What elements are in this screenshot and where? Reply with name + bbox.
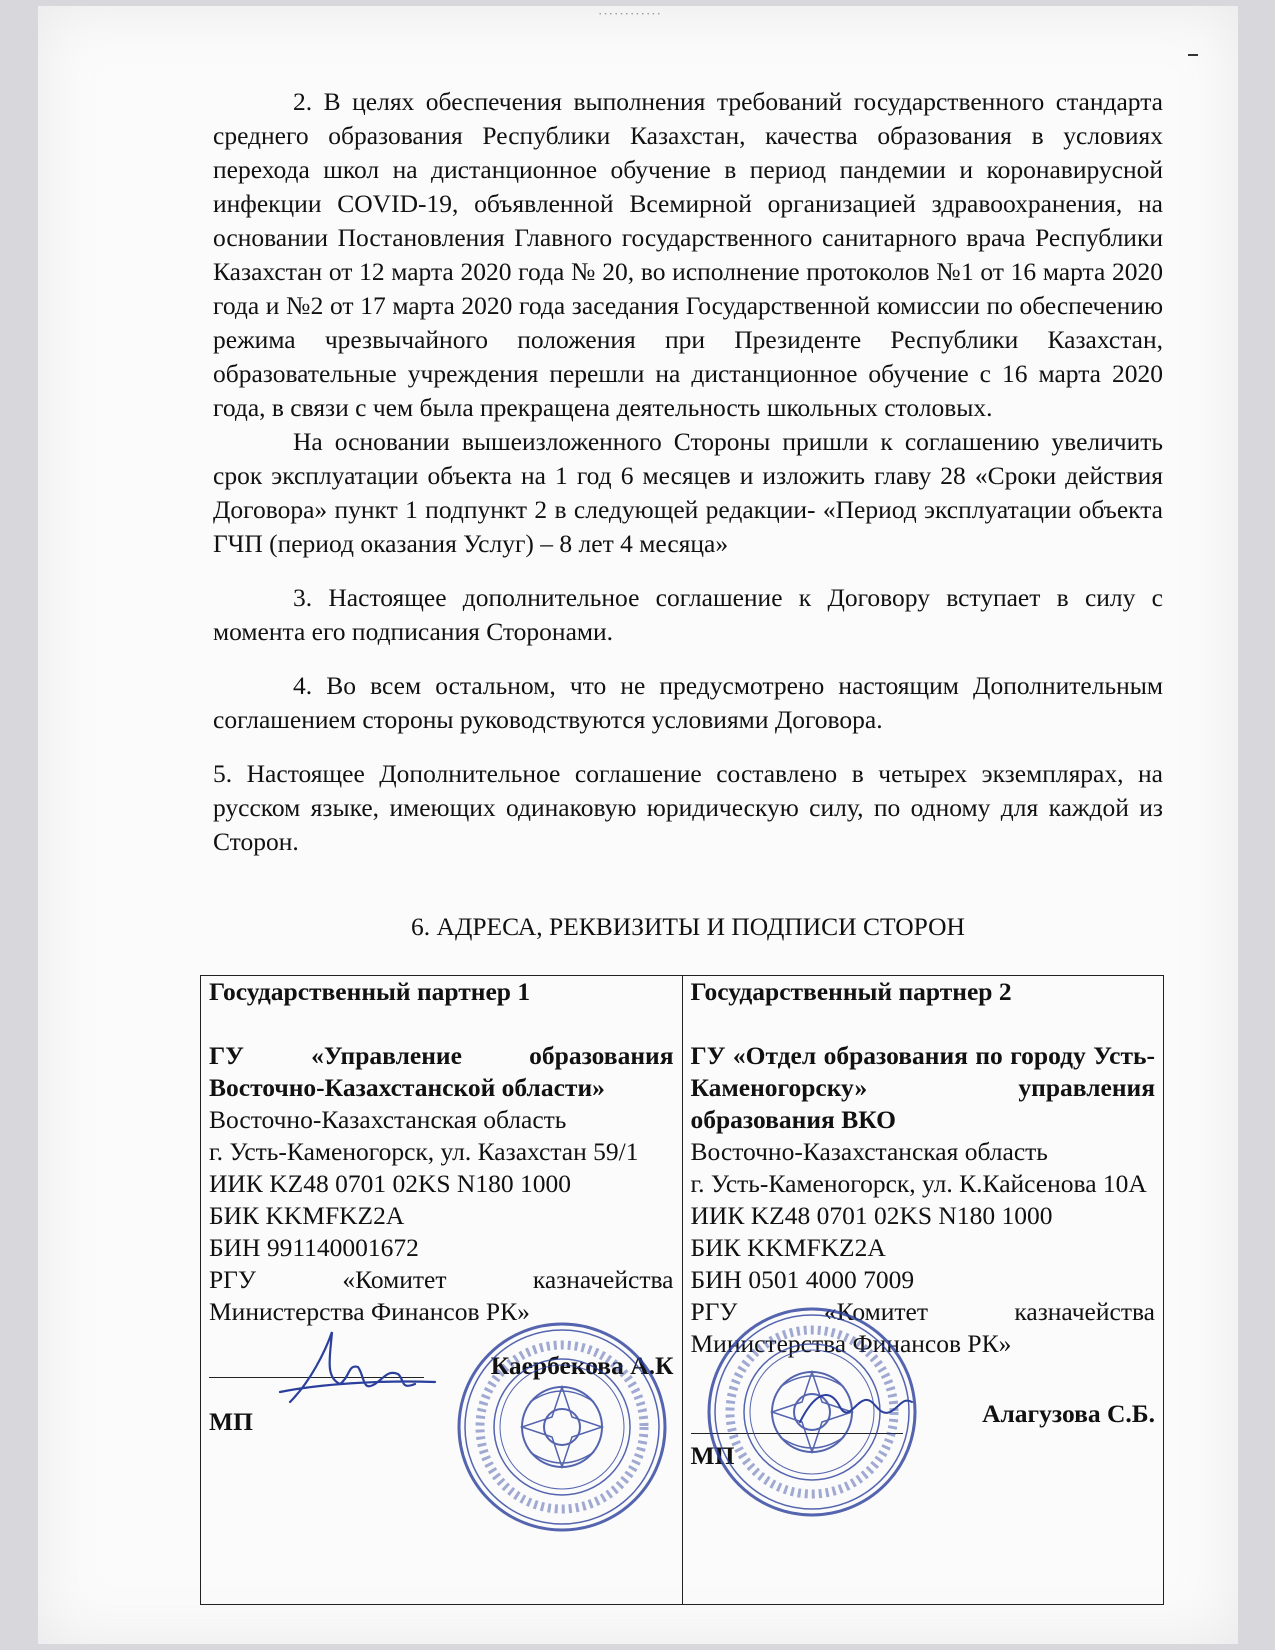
partner-2-bik: БИК KKMFKZ2A (690, 1233, 886, 1262)
signatures-table (200, 975, 1164, 1605)
partner-2-signature-line (691, 1360, 1156, 1440)
partner-1-bik: БИК KKMFKZ2A (209, 1201, 405, 1230)
partner-2-stamp-place: МП (690, 1441, 735, 1470)
partner-1-address: г. Усть-Каменогорск, ул. Казахстан 59/1 (209, 1137, 639, 1166)
partner-2-iik: ИИК KZ48 0701 02KS N180 1000 (690, 1201, 1053, 1230)
partner-2-rgu: РГУ «Комитет казначейства Министерства Финансов РК» (690, 1297, 1155, 1358)
paragraph-2: 2. В целях обеспечения выполнения требований государственного стандарта среднего образования Республики Казахстан, качества образования в условиях перехода школ на дистанционное обучение в период пандемии и коронавирусной инфекции COVID-19, объявленной Всемирной организацией здравоохранения, на основании Постановления Главного государственного санитарного врача Республики Казахстан от 12 марта 2020 года № 20, во исполнение протоколов №1 от 16 марта 2020 года и №2 от 17 марта 2020 года заседания Государственной комиссии по обеспечению режима чрезвычайного положения при Президенте Республики Казахстан, образовательные учреждения перешли на дистанционное обучение с 16 марта 2020 года, в связи с чем была прекращена деятельность школьных столовых. (213, 87, 1163, 422)
partner-2-address: г. Усть-Каменогорск, ул. К.Кайсенова 10А (690, 1169, 1147, 1198)
partner-2-signer: Алагузова С.Б. (982, 1399, 1155, 1428)
paragraph-5: 5. Настоящее Дополнительное соглашение составлено в четырех экземплярах, на русском языке, имеющих одинаковую юридическую силу, по одному для каждой из Сторон. (213, 759, 1163, 856)
partner-1-rgu: РГУ «Комитет казначейства Министерства Финансов РК» (209, 1265, 674, 1326)
partner-1-bin: БИН 991140001672 (209, 1233, 419, 1262)
partner-2-region: Восточно-Казахстанская область (690, 1137, 1048, 1166)
partner-1-stamp-place: МП (209, 1407, 253, 1436)
partner-1-signature-rule (209, 1377, 424, 1378)
partner-2-heading: Государственный партнер 2 (690, 977, 1012, 1006)
partner-1-region: Восточно-Казахстанская область (209, 1105, 567, 1134)
edge-mark (1188, 54, 1198, 56)
paragraph-4: 4. Во всем остальном, что не предусмотрено настоящим Дополнительным соглашением стороны руководствуются условиями Договора. (213, 671, 1163, 734)
partner-1-cell (201, 976, 683, 1605)
top-margin-mark: ············ (598, 6, 662, 21)
section-title: 6. АДРЕСА, РЕКВИЗИТЫ И ПОДПИСИ СТОРОН (411, 912, 965, 941)
partner-1-iik: ИИК KZ48 0701 02KS N180 1000 (209, 1169, 571, 1198)
partner-1-heading: Государственный партнер 1 (209, 977, 531, 1006)
partner-1-signer: Каербекова А.К (490, 1351, 674, 1380)
partner-2-org: ГУ «Отдел образования по городу Усть-Каменогорску» управления образования ВКО (690, 1041, 1155, 1134)
partner-2-bin: БИН 0501 4000 7009 (690, 1265, 915, 1294)
paragraph-3: 3. Настоящее дополнительное соглашение к Договору вступает в силу с момента его подписания Сторонами. (213, 583, 1163, 646)
partner-2-signature-rule (691, 1433, 903, 1434)
paragraph-2-continuation: На основании вышеизложенного Стороны пришли к соглашению увеличить срок эксплуатации объекта на 1 год 6 месяцев и изложить главу 28 «Сроки действия Договора» пункт 1 подпункт 2 в следующей редакции- «Период эксплуатации объекта ГЧП (период оказания Услуг) – 8 лет 4 месяца» (213, 427, 1163, 558)
partner-1-org: ГУ «Управление образования Восточно-Казахстанской области» (209, 1041, 674, 1102)
agreement-body (213, 85, 1163, 859)
partner-2-cell (682, 976, 1164, 1605)
partner-1-signature-line (209, 1328, 674, 1392)
